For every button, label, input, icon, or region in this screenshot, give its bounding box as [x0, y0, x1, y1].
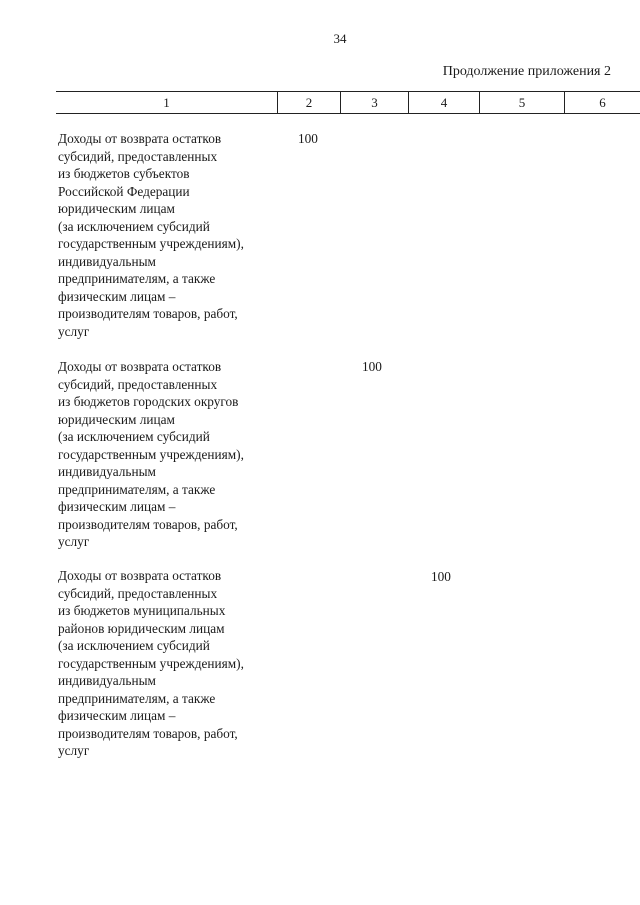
header-cell-4: 4: [409, 92, 480, 113]
description-line: (за исключением субсидий: [58, 638, 210, 653]
description-line: юридическим лицам: [58, 201, 175, 216]
description-line: из бюджетов муниципальных: [58, 603, 226, 618]
description-line: услуг: [58, 323, 90, 339]
description-line: районов юридическим лицам: [58, 620, 225, 636]
description-line: индивидуальным: [58, 253, 156, 269]
page-number: 34: [333, 31, 347, 46]
description-line: из бюджетов субъектов: [58, 166, 190, 181]
description-line: индивидуальным: [58, 673, 156, 688]
header-cell-5: 5: [480, 92, 565, 113]
description-line: субсидий, предоставленных: [58, 585, 218, 601]
table-row-2-description: [58, 358, 283, 551]
table-row-3-value-col-4: 100: [431, 569, 451, 584]
table-row-3-description: [58, 567, 283, 760]
table-row-1-value-col-2: 100: [298, 131, 318, 146]
description-line: услуг: [58, 743, 90, 758]
description-line: производителям товаров, работ,: [58, 516, 238, 532]
header-cell-6: 6: [599, 95, 606, 110]
table-row-1-description: [58, 130, 283, 340]
description-line: физическим лицам –: [58, 708, 176, 723]
description-line: физическим лицам –: [58, 288, 176, 304]
table-row-2-value-col-3: 100: [362, 359, 382, 374]
description-line: юридическим лицам: [58, 411, 175, 427]
description-line: (за исключением субсидий: [58, 218, 210, 234]
description-line: из бюджетов городских округов: [58, 394, 239, 409]
description-line: Доходы от возврата остатков: [58, 568, 222, 583]
table-header-row: [56, 91, 640, 114]
description-line: предпринимателям, а также: [58, 481, 216, 497]
description-line: физическим лицам –: [58, 499, 176, 514]
continuation-label: Продолжение приложения 2: [442, 64, 611, 79]
description-line: Российской Федерации: [58, 183, 190, 199]
description-line: индивидуальным: [58, 464, 156, 479]
description-line: субсидий, предоставленных: [58, 376, 218, 392]
description-line: производителям товаров, работ,: [58, 725, 238, 741]
description-line: Доходы от возврата остатков: [58, 359, 222, 374]
description-line: производителям товаров, работ,: [58, 306, 238, 321]
header-cell-1: 1: [56, 92, 278, 113]
header-cell-3: 3: [341, 92, 409, 113]
description-line: Доходы от возврата остатков: [58, 131, 222, 146]
description-line: (за исключением субсидий: [58, 429, 210, 444]
description-line: государственным учреждениям),: [58, 655, 244, 671]
description-line: предпринимателям, а также: [58, 690, 216, 706]
description-line: субсидий, предоставленных: [58, 148, 218, 164]
description-line: предпринимателям, а также: [58, 271, 216, 286]
description-line: услуг: [58, 534, 90, 549]
header-cell-2: 2: [278, 92, 341, 113]
description-line: государственным учреждениям),: [58, 446, 244, 462]
description-line: государственным учреждениям),: [58, 236, 244, 251]
